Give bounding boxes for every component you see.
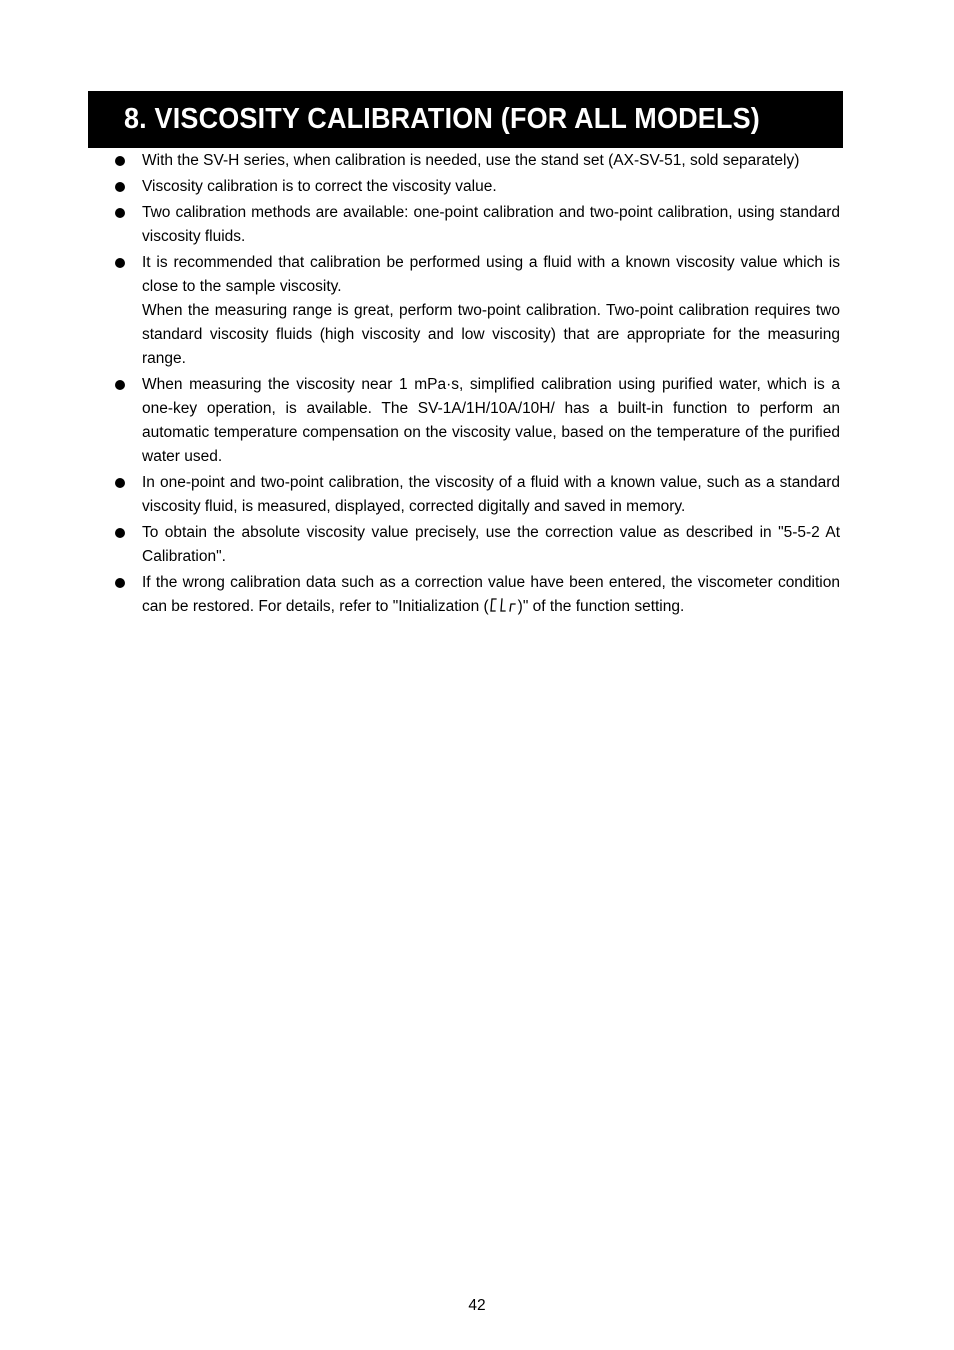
bullet-text: It is recommended that calibration be performed using a fluid with a known viscosity value which is close to the sample viscosity.: [142, 254, 840, 295]
bullet-icon: [115, 380, 125, 390]
bullet-icon: [115, 528, 125, 538]
bullet-text: Viscosity calibration is to correct the viscosity value.: [142, 178, 497, 195]
bullet-icon: [115, 156, 125, 166]
bullet-text: [142, 571, 840, 619]
bullet-text: Two calibration methods are available: one-point calibration and two-point calibration, using standard viscosity fluids.: [142, 204, 840, 245]
bullet-icon: [115, 258, 125, 268]
bullet-text: To obtain the absolute viscosity value precisely, use the correction value as described in "5-5-2 At Calibration".: [142, 524, 840, 565]
bullet-continuation-text: When the measuring range is great, perform two-point calibration. Two-point calibration requires two standard viscosity fluids (high viscosity and low viscosity) that are appropriate for the measuring range.: [142, 302, 840, 367]
list-item: [112, 201, 840, 249]
list-item: [112, 373, 840, 469]
section-title: 8. VISCOSITY CALIBRATION (FOR ALL MODELS): [124, 103, 760, 135]
list-item: [112, 149, 840, 173]
list-item: [112, 471, 840, 519]
bullet-text: With the SV-H series, when calibration is needed, use the stand set (AX-SV-51, sold separately): [142, 152, 800, 169]
page-number: 42: [468, 1297, 486, 1314]
bullet-icon: [115, 478, 125, 488]
bullet-icon: [115, 578, 125, 588]
bullet-text: In one-point and two-point calibration, the viscosity of a fluid with a known value, such as a standard viscosity fluid, is measured, displayed, corrected digitally and saved in memory.: [142, 474, 840, 515]
bullet-icon: [115, 208, 125, 218]
bullet-text: When measuring the viscosity near 1 mPa·s, simplified calibration using purified water, which is a one-key operation, is available. The SV-1A/1H/10A/10H/ has a built-in function to perform an automatic temperature compensation on the viscosity value, based on the temperature of the purified water used.: [142, 376, 840, 465]
bullet-text-after: )" of the function setting.: [517, 598, 685, 615]
bullet-text-before: If the wrong calibration data such as a correction value have been entered, the viscometer condition can be restored. For details, refer to "Initialization (: [142, 574, 840, 615]
lcd-clr-icon: [489, 597, 518, 613]
list-item: [112, 175, 840, 199]
list-item: [112, 571, 840, 619]
bullet-list: [112, 149, 840, 621]
list-item: [112, 251, 840, 371]
bullet-icon: [115, 182, 125, 192]
list-item: [112, 521, 840, 569]
section-title-bar: [88, 91, 843, 148]
